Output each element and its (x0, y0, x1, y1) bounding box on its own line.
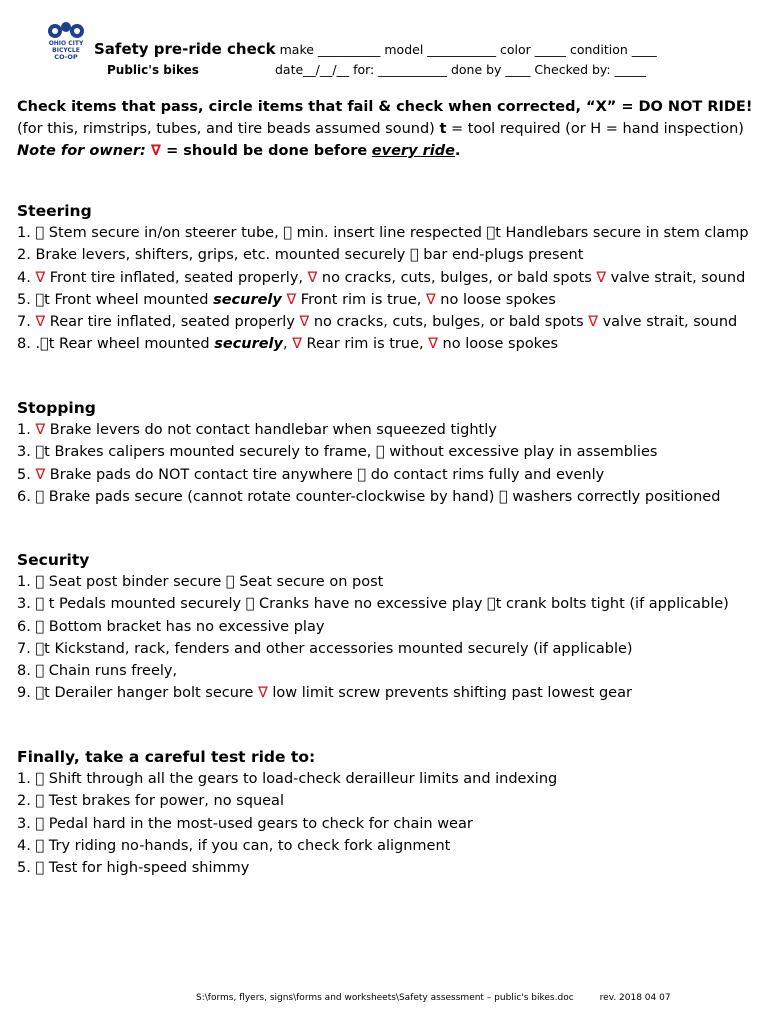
list-item: 4. ∇ Front tire inflated, seated properly, ∇ no cracks, cuts, bulges, or bald spots ∇ valve strait, sound (17, 269, 746, 286)
section-title: Finally, take a careful test ride to: (17, 748, 316, 766)
list-item: 3.   t Pedals mounted securely   Cranks have no excessive play  t crank bolts tight (if applicable) (17, 596, 729, 613)
triangle-symbol-icon: ∇ (35, 314, 46, 331)
list-item: 1.   Seat post binder secure   Seat secure on post (17, 574, 384, 590)
list-item: 8. . t Rear wheel mounted securely, ∇ Rear rim is true, ∇ no loose spokes (17, 336, 559, 353)
section-steering (17, 200, 762, 356)
list-item: 3.   Pedal hard in the most-used gears to check for chain wear (17, 815, 473, 832)
logo-text-1: OHIO CITY (48, 40, 84, 47)
footer-path: S:\forms, flyers, signs\forms and worksheets\Safety assessment – public's bikes.doc (196, 993, 574, 1003)
list-item: 2.   Test brakes for power, no squeal (17, 793, 284, 810)
triangle-symbol-icon: ∇ (425, 291, 436, 308)
triangle-symbol-icon: ∇ (428, 336, 438, 353)
triangle-symbol-icon: ∇ (292, 336, 302, 353)
triangle-symbol-icon: ∇ (35, 269, 46, 286)
list-item: 5.   Test for high-speed shimmy (17, 860, 250, 877)
list-item: 7. ∇ Rear tire inflated, seated properly ∇ no cracks, cuts, bulges, or bald spots ∇ valve strait, sound (17, 314, 738, 331)
list-item: 1.   Stem secure in/on steerer tube,   min. insert line respected  t Handlebars secure in stem clamp (17, 225, 749, 241)
page-title: Safety pre-ride check (94, 40, 276, 58)
list-item: 5.  t Front wheel mounted securely ∇ Front rim is true, ∇ no loose spokes (17, 291, 556, 308)
footer (196, 993, 671, 1003)
footer-revision: rev. 2018 04 07 (599, 993, 671, 1003)
co-op-logo (46, 22, 86, 62)
instructions-line-2: (for this, rimstrips, tubes, and tire beads assumed sound) t = tool required (or H = hand inspection) (17, 121, 744, 137)
instructions (17, 96, 762, 162)
list-item: 3.  t Brakes calipers mounted securely to frame,   without excessive play in assemblies (17, 444, 658, 461)
instructions-line-3: Note for owner: ∇ = should be done before every ride. (17, 143, 461, 159)
triangle-symbol-icon: ∇ (596, 269, 607, 286)
section-test-ride (17, 746, 762, 879)
instructions-line-1: Check items that pass, circle items that fail & check when corrected, “X” = DO NOT RIDE! (17, 99, 753, 115)
header-row-1 (94, 40, 657, 58)
list-item: 5. ∇ Brake pads do NOT contact tire anywhere   do contact rims fully and evenly (17, 466, 605, 483)
list-item: 9.  t Derailer hanger bolt secure ∇ low limit screw prevents shifting past lowest gear (17, 685, 632, 702)
triangle-symbol-icon: ∇ (150, 143, 162, 159)
header-fields-1: make __________ model ___________ color _____ condition ____ (279, 42, 657, 57)
list-item: 2. Brake levers, shifters, grips, etc. mounted securely   bar end-plugs present (17, 247, 584, 264)
logo-text-2: BICYCLE (52, 47, 80, 54)
list-item: 1. ∇ Brake levers do not contact handlebar when squeezed tightly (17, 422, 497, 438)
triangle-symbol-icon: ∇ (35, 466, 46, 483)
page-subtitle: Public's bikes (107, 63, 199, 77)
triangle-symbol-icon: ∇ (35, 422, 46, 438)
list-item: 4.   Try riding no-hands, if you can, to check fork alignment (17, 837, 451, 854)
section-title: Steering (17, 202, 92, 220)
list-item: 7.  t Kickstand, rack, fenders and other accessories mounted securely (if applicable) (17, 640, 633, 657)
list-item: 8.   Chain runs freely, (17, 663, 178, 680)
triangle-symbol-icon: ∇ (258, 685, 268, 702)
list-item: 6.   Brake pads secure (cannot rotate counter-clockwise by hand)   washers correctly positioned (17, 488, 721, 505)
logo-text-3: CO-OP (54, 53, 78, 61)
triangle-symbol-icon: ∇ (286, 291, 297, 308)
section-stopping (17, 397, 762, 508)
section-security (17, 549, 762, 705)
section-title: Stopping (17, 399, 96, 417)
header-row-2 (107, 62, 646, 77)
section-title: Security (17, 551, 90, 569)
header-fields-2: date__/__/__ for: ___________ done by ____ Checked by: _____ (274, 62, 646, 77)
triangle-symbol-icon: ∇ (307, 269, 318, 286)
triangle-symbol-icon: ∇ (588, 314, 598, 331)
list-item: 1.   Shift through all the gears to load-check derailleur limits and indexing (17, 771, 558, 787)
triangle-symbol-icon: ∇ (299, 314, 310, 331)
list-item: 6.   Bottom bracket has no excessive play (17, 618, 325, 635)
